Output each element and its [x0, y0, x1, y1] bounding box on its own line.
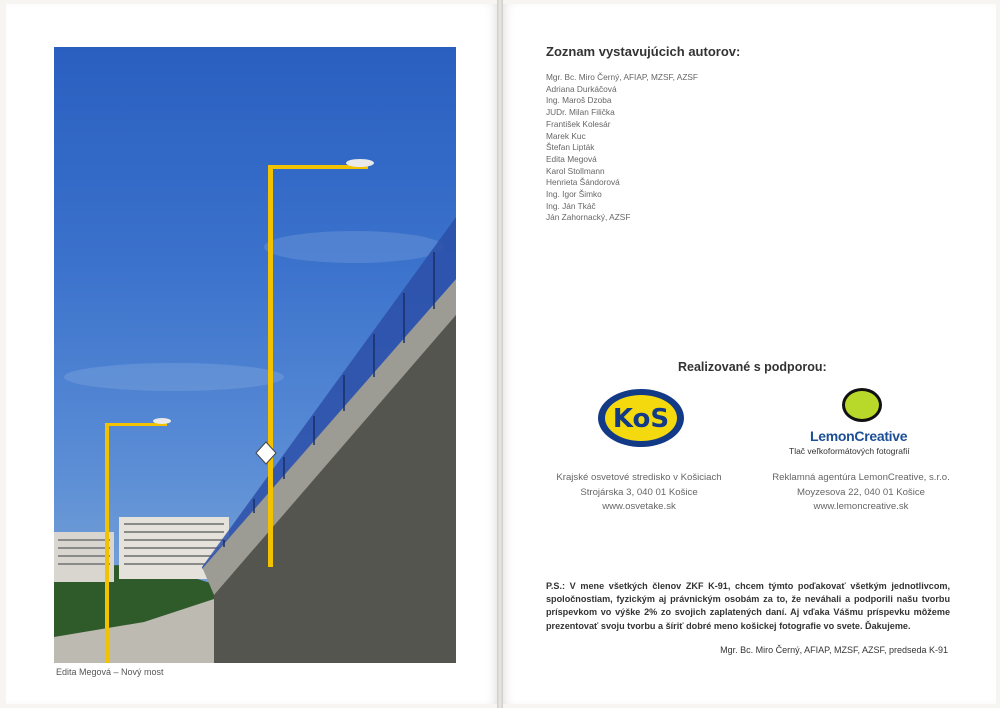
spine-gutter	[497, 0, 503, 708]
ps-note: P.S.: V mene všetkých členov ZKF K-91, chcem týmto poďakovať všetkým jednotlivcom, spoločnostiam, fyzickým aj právnickým osobám za to, že neváhali a podporili našu tvorbu príspevkom vo výške 2% zo svojich zaplatených daní. Aj vďaka Vášmu príspevku môžeme prezentovať svoju tvorbu a šíriť dobré meno košickej fotografie vo svete. Ďakujeme.	[546, 581, 950, 631]
org-line: Strojárska 3, 040 01 Košice	[580, 486, 698, 498]
lamp-post-short	[105, 425, 109, 663]
support-heading: Realizované s podporou:	[678, 360, 827, 374]
street-lamp	[153, 418, 171, 424]
lemoncreative-tagline: Tlač veľkoformátových fotografií	[789, 446, 910, 456]
lamp-post-tall	[268, 167, 273, 567]
author-item: Marek Kuc	[546, 130, 586, 141]
kos-logo-lettering: KoS	[612, 404, 670, 434]
cloud-shape	[64, 363, 284, 391]
author-item: Adriana Durkáčová	[546, 83, 617, 94]
bridge-photo	[54, 47, 456, 663]
cloud-shape	[264, 231, 444, 263]
authors-heading: Zoznam vystavujúcich autorov:	[546, 44, 741, 59]
authors-list	[546, 72, 698, 224]
bridge-photo-drawing	[54, 47, 456, 663]
signature: Mgr. Bc. Miro Černý, AFIAP, MZSF, AZSF, predseda K-91	[720, 645, 948, 655]
author-item: František Kolesár	[546, 118, 611, 129]
org-line: Moyzesova 22, 040 01 Košice	[797, 486, 925, 498]
org-website: www.osvetake.sk	[602, 501, 676, 512]
org-website: www.lemoncreative.sk	[813, 501, 909, 512]
org-line: Krajské osvetové stredisko v Košiciach	[556, 472, 722, 483]
author-item: Henrieta Šándorová	[546, 177, 620, 188]
lemoncreative-name: LemonCreative	[810, 428, 908, 444]
street-lamp	[346, 159, 374, 167]
author-item: Edita Megová	[546, 153, 597, 164]
lemoncreative-address	[768, 471, 954, 515]
author-item: Mgr. Bc. Miro Černý, AFIAP, MZSF, AZSF	[546, 72, 698, 82]
author-item: Ing. Ján Tkáč	[546, 200, 596, 211]
kos-logo	[597, 388, 685, 448]
kos-address	[548, 471, 730, 515]
author-item: Karol Stollmann	[546, 165, 605, 176]
author-item: JUDr. Milan Filička	[546, 107, 615, 118]
photo-caption: Edita Megová – Nový most	[56, 667, 164, 677]
author-item: Ing. Igor Šimko	[546, 189, 602, 200]
author-item: Štefan Lipták	[546, 142, 595, 153]
org-line: Reklamná agentúra LemonCreative, s.r.o.	[772, 472, 950, 483]
author-item: Ján Zahornacký, AZSF	[546, 212, 631, 223]
lemon-icon	[840, 386, 884, 424]
author-item: Ing. Maroš Dzoba	[546, 95, 612, 106]
